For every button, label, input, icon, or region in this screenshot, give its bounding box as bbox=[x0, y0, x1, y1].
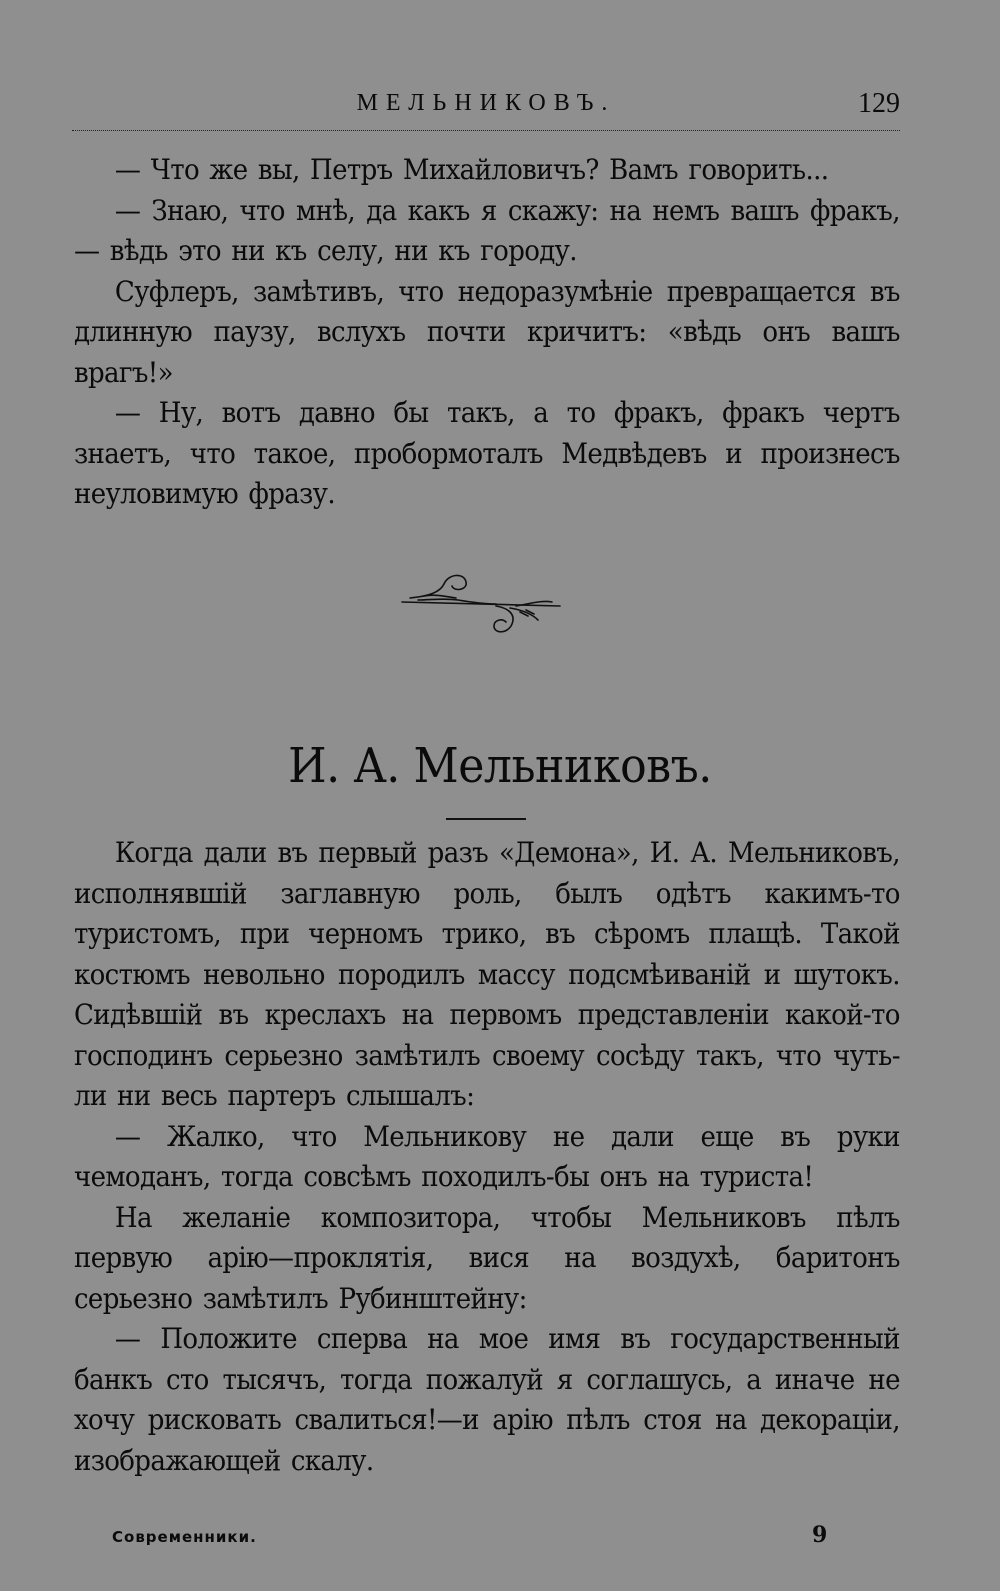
paragraph: Суфлеръ, замѣтивъ, что недоразумѣніе превращается въ длинную паузу, вслухъ почти кричитъ: «вѣдь онъ вашъ врагъ!» bbox=[74, 274, 900, 389]
paragraph: — Знаю, что мнѣ, да какъ я скажу: на немъ вашъ фракъ, — вѣдь это ни къ селу, ни къ городу. bbox=[74, 193, 900, 267]
paragraph: — Положите сперва на мое имя въ государственный банкъ сто тысячъ, тогда пожалуй я соглашусь, а иначе не хочу рисковать свалиться!—и арію пѣлъ стоя на декораціи, изображающей скалу. bbox=[74, 1322, 900, 1477]
running-title: МЕЛЬНИКОВЪ. bbox=[356, 90, 616, 116]
paragraph: На желаніе композитора, чтобы Мельниковъ пѣлъ первую арію—проклятія, вися на воздухѣ, баритонъ серьезно замѣтилъ Рубинштейну: bbox=[74, 1200, 900, 1315]
paragraph: Когда дали въ первый разъ «Демона», И. А. Мельниковъ, исполнявшій заглавную роль, былъ одѣтъ какимъ-то туристомъ, при черномъ трико, въ сѣромъ плащѣ. Такой костюмъ невольно породилъ массу подсмѣиваній и шутокъ. Сидѣвшій въ креслахъ на первомъ представленіи какой-то господинъ серьезно замѣтилъ своему сосѣду такъ, что чуть-ли ни весь партеръ слышалъ: bbox=[74, 836, 900, 1112]
section-title: И. А. Мельниковъ. bbox=[288, 738, 712, 794]
text-block-top bbox=[74, 150, 900, 515]
paragraph: — Жалко, что Мельникову не дали еще въ руки чемоданъ, тогда совсѣмъ походилъ-бы онъ на туриста! bbox=[74, 1119, 900, 1193]
footer-signature-number: 9 bbox=[812, 1522, 828, 1548]
page-number: 129 bbox=[858, 88, 900, 119]
title-rule bbox=[446, 818, 526, 820]
running-head bbox=[72, 88, 900, 128]
flourish-ornament-icon bbox=[400, 570, 570, 650]
text-block-bottom bbox=[74, 833, 900, 1481]
paragraph: — Что же вы, Петръ Михайловичъ? Вамъ говорить... bbox=[114, 153, 829, 186]
footer-signature-title: Современники. bbox=[112, 1528, 257, 1546]
header-rule bbox=[72, 130, 900, 131]
paragraph: — Ну, вотъ давно бы такъ, а то фракъ, фракъ чертъ знаетъ, что такое, пробормоталъ Медвѣдевъ и произнесъ неуловимую фразу. bbox=[74, 396, 900, 510]
